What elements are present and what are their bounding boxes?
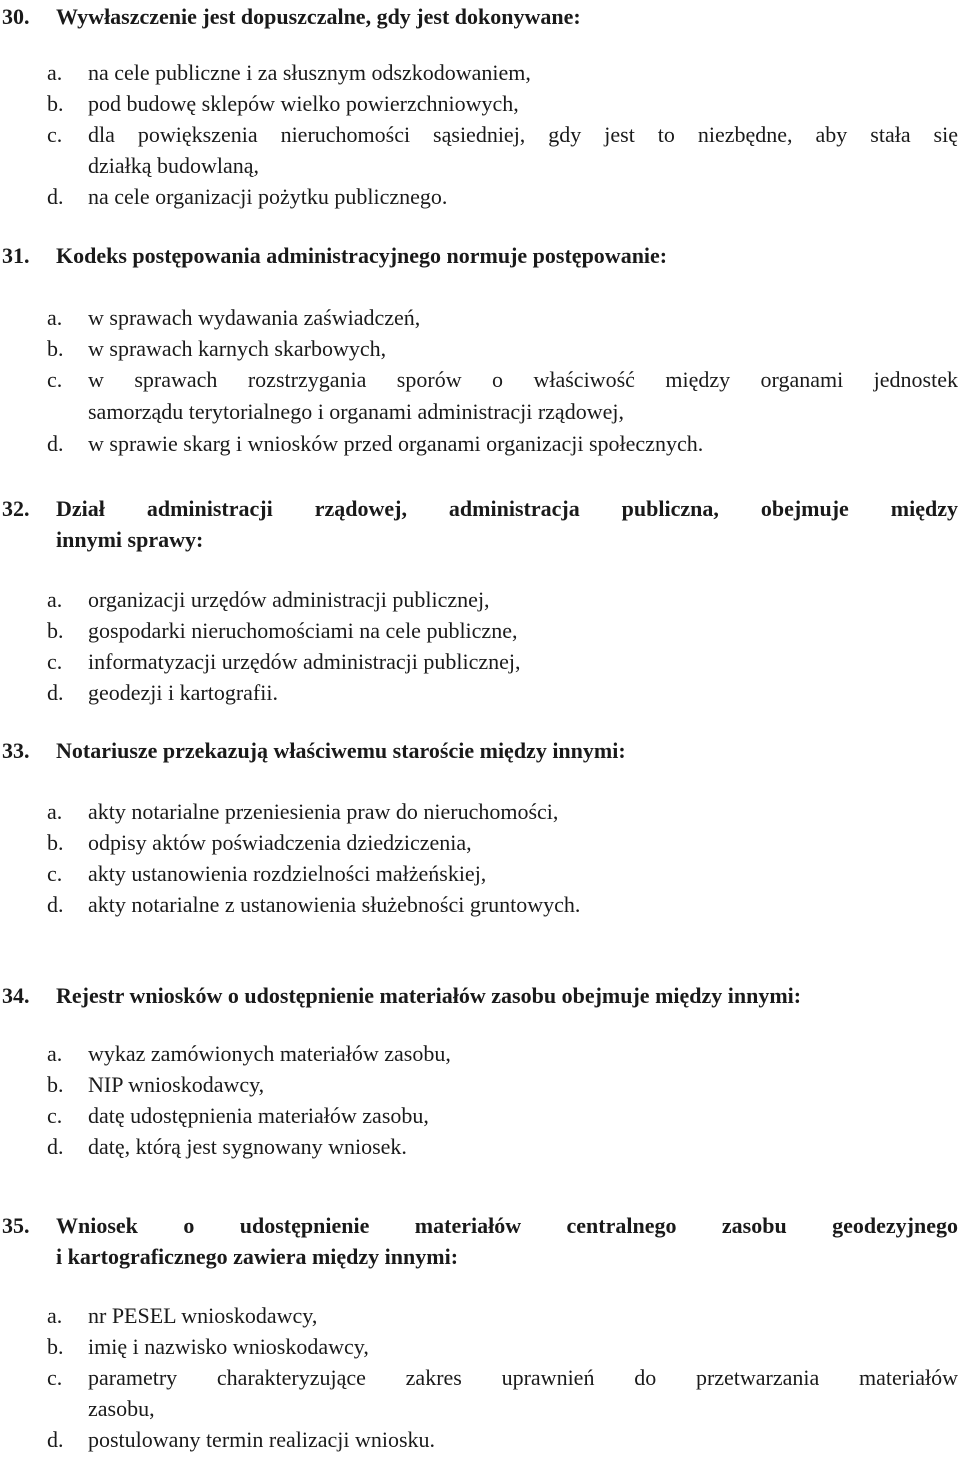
option-label: c. [47,367,63,392]
option-text: na cele organizacji pożytku publicznego. [88,184,448,209]
option-b [0,1331,960,1362]
option-label: d. [47,1427,64,1452]
options-list [0,1038,960,1162]
option-c [0,364,960,428]
option-a [0,796,960,827]
option-label: b. [47,1334,64,1359]
option-text: nr PESEL wnioskodawcy, [88,1303,318,1328]
option-label: a. [47,60,63,85]
option-text: informatyzacji urzędów administracji publicznej, [88,649,521,674]
question-title-line-2: innymi sprawy: [56,527,204,552]
option-label: d. [47,1134,64,1159]
option-label: d. [47,680,64,705]
options-list [0,584,960,708]
option-b [0,1069,960,1100]
option-d [0,1424,960,1455]
option-label: a. [47,1303,63,1328]
option-text-line-1: parametry charakteryzujące zakres uprawnień do przetwarzania materiałów [88,1365,958,1390]
option-label: c. [47,122,63,147]
option-b [0,615,960,646]
option-a [0,1300,960,1331]
option-text [88,1362,960,1424]
option-label: b. [47,336,64,361]
option-text-line-1: w sprawach rozstrzygania sporów o właściwość między organami jednostek [88,367,958,392]
option-label: b. [47,1072,64,1097]
option-text: organizacji urzędów administracji publicznej, [88,587,490,612]
option-a [0,1038,960,1069]
option-text: geodezji i kartografii. [88,680,278,705]
option-text: gospodarki nieruchomościami na cele publiczne, [88,618,518,643]
question-title-line-2: i kartograficznego zawiera między innymi: [56,1244,459,1269]
question-34 [0,980,960,1011]
question-number: 34. [2,983,30,1008]
option-text: odpisy aktów poświadczenia dziedziczenia, [88,830,472,855]
question-number: 35. [2,1213,30,1238]
question-title: Wywłaszczenie jest dopuszczalne, gdy jest dokonywane: [56,4,581,29]
option-text-line-2: samorządu terytorialnego i organami administracji rządowej, [88,399,624,424]
option-a [0,57,960,88]
option-text: w sprawach karnych skarbowych, [88,336,387,361]
question-35 [0,1210,960,1272]
option-c [0,1100,960,1131]
question-heading [0,735,960,766]
question-number: 30. [2,4,30,29]
option-label: b. [47,618,64,643]
option-text: imię i nazwisko wnioskodawcy, [88,1334,369,1359]
option-c [0,119,960,181]
option-label: d. [47,184,64,209]
question-32 [0,493,960,555]
option-b [0,88,960,119]
option-label: c. [47,1103,63,1128]
option-label: b. [47,830,64,855]
option-b [0,827,960,858]
question-number: 31. [2,243,30,268]
option-label: a. [47,1041,63,1066]
option-text: na cele publiczne i za słusznym odszkodowaniem, [88,60,531,85]
option-text: datę udostępnienia materiałów zasobu, [88,1103,429,1128]
option-text: pod budowę sklepów wielko powierzchniowych, [88,91,519,116]
options-list [0,796,960,920]
option-label: b. [47,91,64,116]
option-label: a. [47,799,63,824]
options-list [0,302,960,459]
question-title-line-1: Dział administracji rządowej, administracja publiczna, obejmuje między [56,496,958,521]
option-text-line-2: zasobu, [88,1396,155,1421]
option-text: datę, którą jest sygnowany wniosek. [88,1134,407,1159]
option-text: NIP wnioskodawcy, [88,1072,265,1097]
question-heading [0,240,960,271]
option-label: a. [47,305,63,330]
option-d [0,1131,960,1162]
option-d [0,181,960,212]
option-text [88,364,960,428]
option-b [0,333,960,364]
question-title: Notariusze przekazują właściwemu staroście między innymi: [56,738,626,763]
option-a [0,584,960,615]
option-text: akty notarialne przeniesienia praw do nieruchomości, [88,799,559,824]
question-heading [0,980,960,1011]
question-title [56,1210,960,1272]
question-31 [0,240,960,271]
option-text-line-1: dla powiększenia nieruchomości sąsiedniej, gdy jest to niezbędne, aby stała się [88,122,958,147]
options-list [0,1300,960,1455]
option-a [0,302,960,333]
option-d [0,889,960,920]
option-label: a. [47,587,63,612]
question-number: 33. [2,738,30,763]
question-heading [0,1210,960,1272]
option-label: d. [47,431,64,456]
option-c [0,646,960,677]
question-30 [0,1,960,32]
question-title [56,493,960,555]
option-text: wykaz zamówionych materiałów zasobu, [88,1041,451,1066]
question-title: Rejestr wniosków o udostępnienie materiałów zasobu obejmuje między innymi: [56,983,802,1008]
option-c [0,858,960,889]
question-heading [0,1,960,32]
options-list [0,57,960,212]
question-number: 32. [2,496,30,521]
option-text: postulowany termin realizacji wniosku. [88,1427,436,1452]
question-title: Kodeks postępowania administracyjnego normuje postępowanie: [56,243,668,268]
option-text: w sprawach wydawania zaświadczeń, [88,305,421,330]
option-c [0,1362,960,1424]
option-label: d. [47,892,64,917]
option-text: akty ustanowienia rozdzielności małżeńskiej, [88,861,487,886]
option-label: c. [47,649,63,674]
option-text: w sprawie skarg i wniosków przed organami organizacji społecznych. [88,431,704,456]
option-label: c. [47,861,63,886]
option-d [0,677,960,708]
option-text: akty notarialne z ustanowienia służebności gruntowych. [88,892,581,917]
question-heading [0,493,960,555]
option-text-line-2: działką budowlaną, [88,153,260,178]
option-text [88,119,960,181]
question-title-line-1: Wniosek o udostępnienie materiałów centralnego zasobu geodezyjnego [56,1213,958,1238]
option-d [0,428,960,459]
question-33 [0,735,960,766]
option-label: c. [47,1365,63,1390]
